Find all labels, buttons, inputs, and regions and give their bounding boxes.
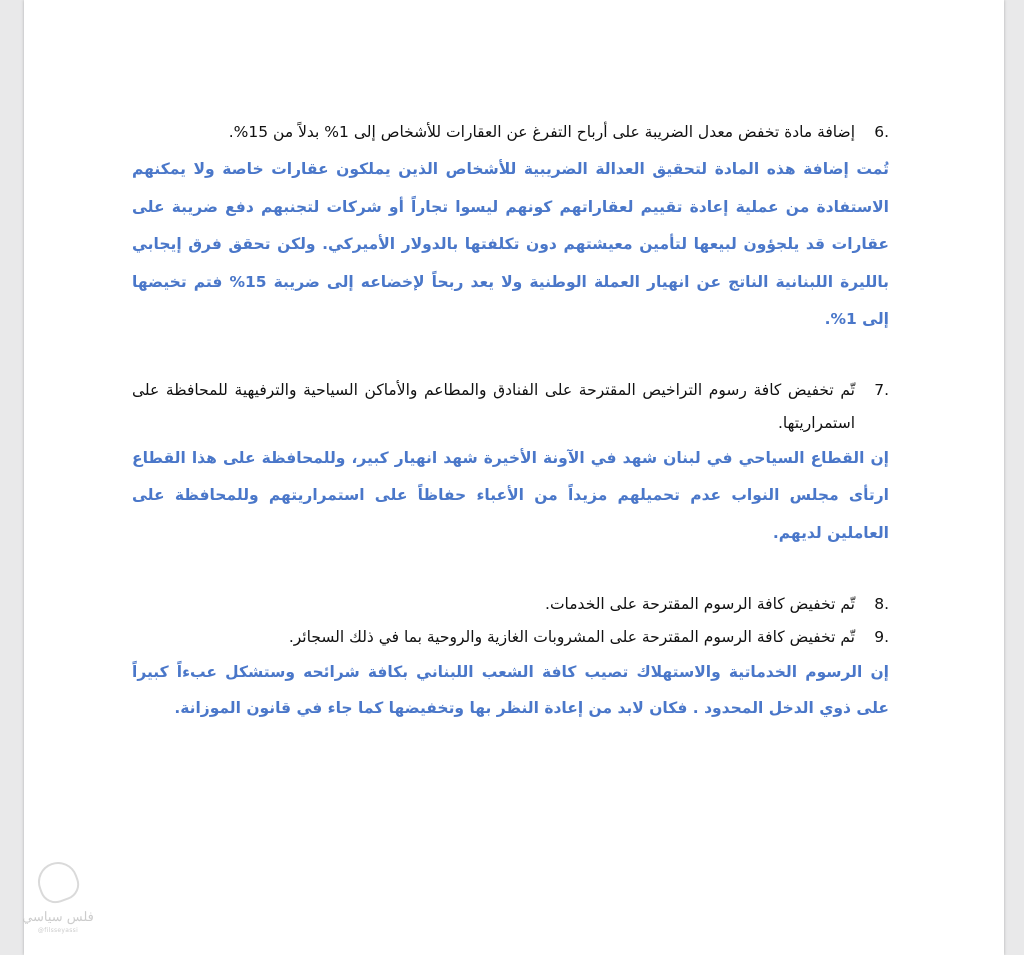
item-number: 7. [874,380,889,399]
watermark-logo [22,850,94,940]
item-number: 9. [874,628,889,646]
watermark-name: فلس سياسي [22,910,94,925]
document-page [24,0,1004,955]
item-number: 8. [874,595,889,613]
logo-icon [32,856,83,907]
item-note-9: إن الرسوم الخدماتية والاستهلاك تصيب كافة الشعب اللبناني بكافة شرائحه وستشكل عبءاً كبيراً على ذوي الدخل المحدود . فكان لابد من إعادة النظر بها وتخفيضها كما جاء في قانون الموزانة. [132,663,889,717]
list-item-6 [132,113,889,151]
item-note-6: تُمت إضافة هذه المادة لتحقيق العدالة الضريبية للأشخاص الذين يملكون عقارات خاصة ولا يمكنهم الاستفادة من عملية إعادة تقييم لعقاراتهم كونهم ليسوا تجاراً أو شركات لتجنبهم دفع ضريبة على عقارات قد يلجؤون لبيعها لتأمين معيشتهم دون تكلفتها بالدولار الأميركي. ولكن تحقق فرق إيجابي بالليرة اللبنانية الناتج عن انهيار العملة الوطنية ولا يعد ربحاً لإخضاعه إلى ضريبة 15% فتم تخيضها إلى 1%. [132,160,889,328]
item-text: تّم تخفيض كافة رسوم التراخيص المقترحة على الفنادق والمطاعم والأماكن السياحية والترفيهية للمحافظة على استمراريتها. [132,380,855,432]
list-item-7 [132,374,889,440]
document-body [132,113,889,726]
item-text: تّم تخفيض كافة الرسوم المقترحة على الخدمات. [545,595,855,613]
item-text: إضافة مادة تخفض معدل الضريبة على أرباح التفرغ عن العقارات للأشخاص إلى 1% بدلاً من 15%. [228,123,855,141]
item-number: 6. [874,123,889,141]
list-item-8 [132,588,889,621]
list-item-9 [132,621,889,654]
watermark-handle: @filsseyassi [37,927,79,934]
item-note-7: إن القطاع السياحي في لبنان شهد في الآونة الأخيرة شهد انهيار كبير، وللمحافظة على هذا القطاع ارتأى مجلس النواب عدم تحميلهم مزيداً من الأعباء حفاظاً على استمراريتهم وللمحافظة على العاملين لديهم. [132,448,889,542]
item-text: تّم تخفيض كافة الرسوم المقترحة على المشروبات الغازية والروحية بما في ذلك السجائر. [288,628,855,646]
